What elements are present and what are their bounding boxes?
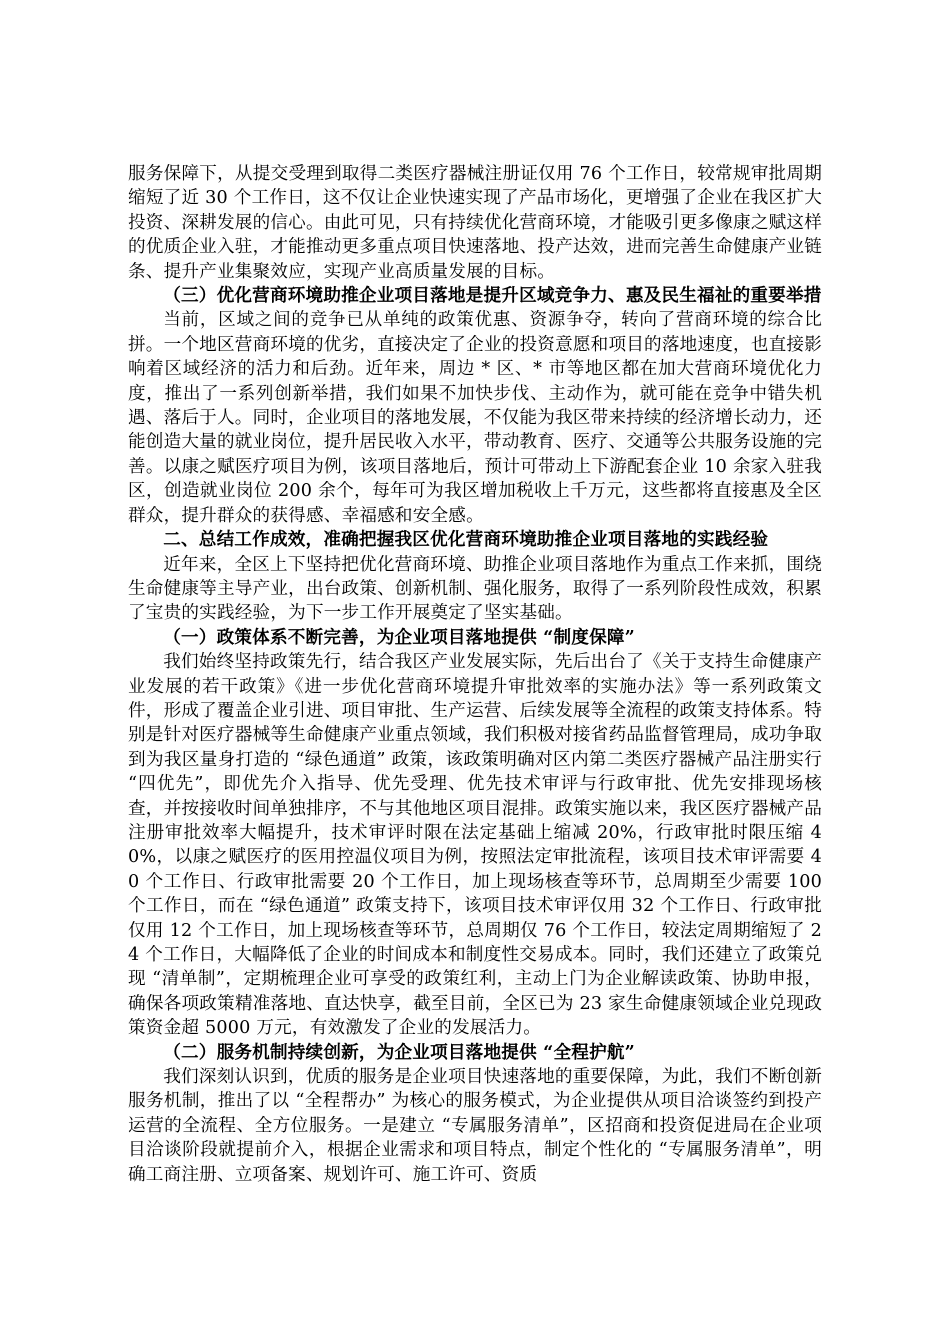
paragraph-regional-competition: 当前，区域之间的竞争已从单纯的政策优惠、资源争夺，转向了营商环境的综合比拼。一个地区营商环境的优劣，直接决定了企业的投资意愿和项目的落地速度，也直接影响着区域经济的活力和后劲。近年来，周边 * 区、* 市等地区都在加大营商环境优化力度，推出了一系列创新举措，我们如果不加快步伐、主动作为，就可能在竞争中错失机遇、落后于人。同时，企业项目的落地发展，不仅能为我区带来持续的经济增长动力，还能创造大量的就业岗位，提升居民收入水平，带动教育、医疗、交通等公共服务设施的完善。以康之赋医疗项目为例，该项目落地后，预计可带动上下游配套企业 10 余家入驻我区，创造就业岗位 200 余个，每年可为我区增加税收上千万元，这些都将直接惠及全区群众，提升群众的获得感、幸福感和安全感。 [128, 310, 822, 526]
paragraph-policy-system: 我们始终坚持政策先行，结合我区产业发展实际，先后出台了《关于支持生命健康产业发展的若干政策》《进一步优化营商环境提升审批效率的实施办法》等一系列政策文件，形成了覆盖企业引进、项目审批、生产运营、后续发展等全流程的政策支持体系。特别是针对医疗器械等生命健康产业重点领域，我们积极对接省药品监督管理局，成功争取到为我区量身打造的 “绿色通道” 政策，该政策明确对区内第二类医疗器械产品注册实行 “四优先”，即优先介入指导、优先受理、优先技术审评与行政审批、优先安排现场核查，并按接收时间单独排序，不与其他地区项目混排。政策实施以来，我区医疗器械产品注册审批效率大幅提升，技术审评时限在法定基础上缩减 20%，行政审批时限压缩 40%，以康之赋医疗的医用控温仪项目为例，按照法定审批流程，该项目技术审评需要 40 个工作日、行政审批需要 20 个工作日，加上现场核查等环节，总周期至少需要 100 个工作日，而在 “绿色通道” 政策支持下，该项目技术审评仅用 32 个工作日、行政审批仅用 12 个工作日，加上现场核查等环节，总周期仅 76 个工作日，较法定周期缩短了 24 个工作日，大幅降低了企业的时间成本和制度性交易成本。同时，我们还建立了政策兑现 “清单制”，定期梳理企业可享受的政策红利，主动上门为企业解读政策、协助申报，确保各项政策精准落地、直达快享，截至目前，全区已为 23 家生命健康领域企业兑现政策资金超 5000 万元，有效激发了企业的发展活力。 [128, 652, 822, 1039]
section-heading-service: （二）服务机制持续创新，为企业项目落地提供 “全程护航” [163, 1041, 635, 1063]
paragraph-achievements-intro: 近年来，全区上下坚持把优化营商环境、助推企业项目落地作为重点工作来抓，围绕生命健康等主导产业，出台政策、创新机制、强化服务，取得了一系列阶段性成效，积累了宝贵的实践经验，为下一步工作开展奠定了坚实基础。 [128, 554, 822, 624]
chapter-heading-2: 二、总结工作成效，准确把握我区优化营商环境助推企业项目落地的实践经验 [163, 529, 769, 551]
section-heading-policy: （一）政策体系不断完善，为企业项目落地提供 “制度保障” [163, 626, 635, 648]
paragraph-continuation: 服务保障下，从提交受理到取得二类医疗器械注册证仅用 76 个工作日，较常规审批周期缩短了近 30 个工作日，这不仅让企业快速实现了产品市场化，更增强了企业在我区扩大投资、深耕发展的信心。由此可见，只有持续优化营商环境，才能吸引更多像康之赋这样的优质企业入驻，才能推动更多重点项目快速落地、投产达效，进而完善生命健康产业链条、提升产业集聚效应，实现产业高质量发展的目标。 [128, 164, 822, 282]
paragraph-service-mechanism: 我们深刻认识到，优质的服务是企业项目快速落地的重要保障，为此，我们不断创新服务机制，推出了以 “全程帮办” 为核心的服务模式，为企业提供从项目洽谈签约到投产运营的全流程、全方位服务。一是建立 “专属服务清单”，区招商和投资促进局在企业项目洽谈阶段就提前介入，根据企业需求和项目特点，制定个性化的 “专属服务清单”，明确工商注册、立项备案、规划许可、施工许可、资质 [128, 1067, 822, 1185]
section-heading-3: （三）优化营商环境助推企业项目落地是提升区域竞争力、惠及民生福祉的重要举措 [163, 285, 822, 307]
